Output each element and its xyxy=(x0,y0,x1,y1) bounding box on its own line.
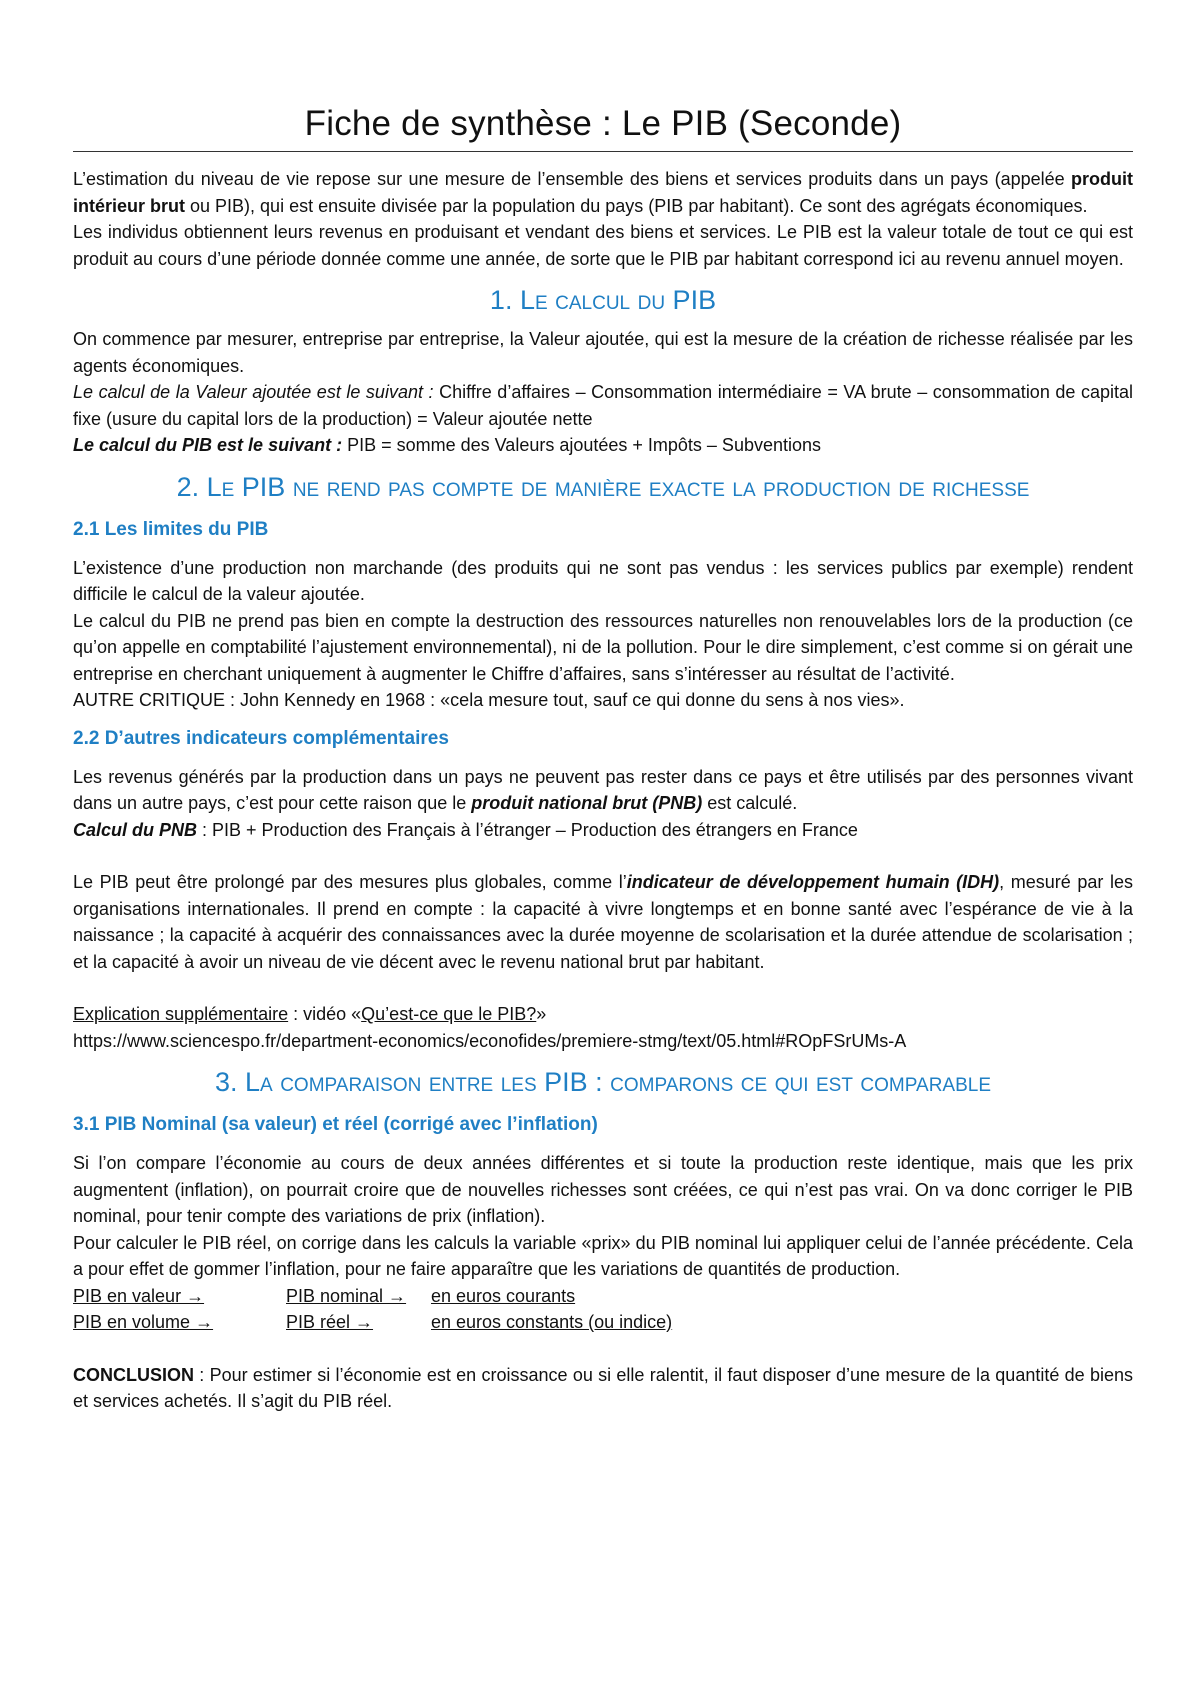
subsection-2-1-paragraph-1: L’existence d’une production non marchande (des produits qui ne sont pas vendus : les services publics par exemple) rendent difficile le calcul de la valeur ajoutée. xyxy=(73,557,1133,604)
conclusion-label: CONCLUSION xyxy=(73,1364,194,1385)
explication-line xyxy=(73,1001,1133,1028)
pib-formula: PIB = somme des Valeurs ajoutées + Impôts – Subventions xyxy=(342,435,822,455)
section-3-heading xyxy=(73,1064,1133,1100)
section-1-paragraph-1: On commence par mesurer, entreprise par entreprise, la Valeur ajoutée, qui est la mesure de la création de richesse réalisée par les agents économiques. xyxy=(73,329,1133,376)
intro-text-end: ou PIB), qui est ensuite divisée par la population du pays (PIB par habitant). Ce sont des agrégats économiques. xyxy=(185,195,1088,216)
pnb-text: Les revenus générés par la production dans un pays ne peuvent pas rester dans ce pays et être utilisés par des personnes vivant dans un autre pays, c’est pour cette raison que le xyxy=(73,766,1133,813)
idh-text-end: , mesuré par les organisations internationales. Il prend en compte : la capacité à vivre longtemps et en bonne santé avec l’espérance de vie à la naissance ; la capacité à acquérir des connaissances avec la durée moyenne de scolarisation et la durée attendue de scolarisation ; et la capacité à avoir un niveau de vie décent avec le revenu national brut par habitant. xyxy=(73,872,1133,972)
pnb-formula-label: Calcul du PNB xyxy=(73,819,198,840)
section-3-number: 3. xyxy=(214,1067,246,1097)
intro-paragraph-2: Les individus obtiennent leurs revenus en produisant et vendant des biens et services. Le PIB est la valeur totale de tout ce qui est produit au cours d’une période donnée comme une année, de sorte que le PIB par habitant correspond ici au revenu annuel moyen. xyxy=(73,222,1133,269)
section-1-title: Le calcul du PIB xyxy=(519,285,717,315)
subsection-2-1-paragraph-2: Le calcul du PIB ne prend pas bien en compte la destruction des ressources naturelles non renouvelables lors de la production (ce qu’on appelle en comptabilité l’ajustement environnemental), ni de la pollution. Pour le dire simplement, c’est comme si on gérait une entreprise en cherchant uniquement à augmenter le Chiffre d’affaires, sans s’intéresser au résultat de l’activité. xyxy=(73,610,1133,684)
section-3-title: La comparaison entre les PIB : comparons ce qui est comparable xyxy=(245,1067,992,1097)
intro-bold-term: produit intérieur brut xyxy=(73,169,1133,216)
subsection-2-2-paragraph-1 xyxy=(73,764,1133,817)
euros-courants-label: en euros courants xyxy=(431,1285,576,1306)
pib-nominal-label: PIB nominal → xyxy=(286,1285,407,1306)
subsection-3-1-paragraph-2: Pour calculer le PIB réel, on corrige dans les calculs la variable «prix» du PIB nominal lui appliquer celui de l’année précédente. Cela a pour effet de gommer l’inflation, pour ne faire apparaître que les variations de quantités de production. xyxy=(73,1232,1133,1279)
source-url[interactable]: https://www.sciencespo.fr/department-economics/econofides/premiere-stmg/text/05.html#ROpFSrUMs-A xyxy=(73,1030,907,1051)
va-formula-label: Le calcul de la Valeur ajoutée est le suivant : xyxy=(73,382,434,402)
idh-text: Le PIB peut être prolongé par des mesures plus globales, comme l’ xyxy=(73,872,627,892)
pib-formula-label: Le calcul du PIB est le suivant : xyxy=(73,435,343,455)
pib-volume-row xyxy=(73,1309,1133,1336)
section-1-heading xyxy=(73,282,1133,318)
conclusion-paragraph xyxy=(73,1362,1133,1415)
subsection-2-2-paragraph-2 xyxy=(73,817,1133,844)
pib-volume-label: PIB en volume → xyxy=(73,1312,214,1332)
explication-end: » xyxy=(536,1004,547,1024)
intro-paragraph-1 xyxy=(73,166,1133,219)
subsection-2-1-paragraph-3: AUTRE CRITIQUE : John Kennedy en 1968 : «cela mesure tout, sauf ce qui donne du sens à nos vies». xyxy=(73,690,905,710)
subsection-2-2-paragraph-3 xyxy=(73,869,1133,975)
pnb-text-end: est calculé. xyxy=(702,793,798,813)
section-2-number: 2. xyxy=(176,471,207,502)
video-link[interactable]: Qu’est-ce que le PIB? xyxy=(361,1004,537,1024)
section-2-heading xyxy=(73,469,1133,505)
pnb-formula: : PIB + Production des Français à l’étranger – Production des étrangers en France xyxy=(197,819,858,840)
idh-term: indicateur de développement humain (IDH) xyxy=(626,872,1000,892)
pnb-term: produit national brut (PNB) xyxy=(471,793,703,813)
document-content xyxy=(73,104,1133,1415)
pib-valeur-row xyxy=(73,1283,1133,1310)
intro-text: L’estimation du niveau de vie repose sur une mesure de l’ensemble des biens et services produits dans un pays (appelée xyxy=(73,169,1072,189)
subsection-2-1-title: 2.1 Les limites du PIB xyxy=(73,518,269,540)
euros-constants-label: en euros constants (ou indice) xyxy=(431,1312,673,1332)
subsection-3-1-title: 3.1 PIB Nominal (sa valeur) et réel (corrigé avec l’inflation) xyxy=(73,1114,598,1135)
pib-reel-label: PIB réel → xyxy=(286,1312,374,1332)
section-1-number: 1. xyxy=(489,285,520,315)
section-1-paragraph-3 xyxy=(73,432,1133,459)
section-1-paragraph-2 xyxy=(73,379,1133,432)
page-title: Fiche de synthèse : Le PIB (Seconde) xyxy=(73,104,1133,152)
explication-label: Explication supplémentaire xyxy=(73,1004,289,1024)
section-2-title: Le PIB ne rend pas compte de manière exacte la production de richesse xyxy=(206,471,1030,502)
conclusion-text: : Pour estimer si l’économie est en croissance ou si elle ralentit, il faut disposer d’une mesure de la quantité de biens et services achetés. Il s’agit du PIB réel. xyxy=(73,1364,1133,1411)
subsection-3-1-paragraph-1: Si l’on compare l’économie au cours de deux années différentes et si toute la production reste identique, mais que les prix augmentent (inflation), on pourrait croire que de nouvelles richesses sont créées, ce qui n’est pas vrai. On va donc corriger le PIB nominal, pour tenir compte des variations de prix (inflation). xyxy=(73,1153,1133,1226)
explication-mid: : vidéo « xyxy=(288,1004,362,1024)
pib-valeur-label: PIB en valeur → xyxy=(73,1285,205,1306)
va-formula: Chiffre d’affaires – Consommation intermédiaire = VA brute – consommation de capital fixe (usure du capital lors de la production) = Valeur ajoutée nette xyxy=(73,382,1133,429)
subsection-2-2-title: 2.2 D’autres indicateurs complémentaires xyxy=(73,727,449,749)
